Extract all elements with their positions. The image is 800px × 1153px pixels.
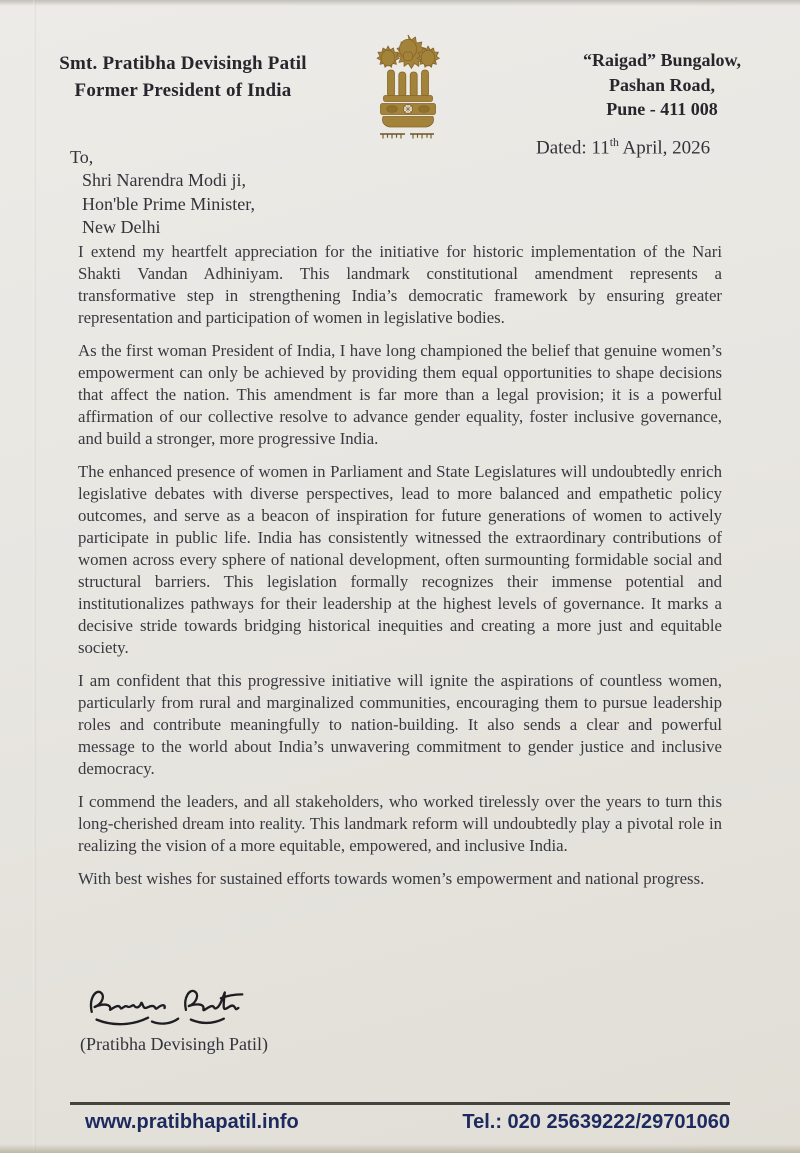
recipient-block xyxy=(70,146,255,239)
date-line xyxy=(536,136,710,159)
letter-body xyxy=(78,241,722,901)
date-ordinal-suffix: th xyxy=(609,136,619,149)
website-text: www.pratibhapatil.info xyxy=(85,1111,299,1133)
paragraph-2: As the first woman President of India, I have long championed the belief that genuine women’s empowerment can only be achieved by providing them equal opportunities to shape decisions that affect the nation. This amendment is far more than a legal provision; it is a powerful affirmation of our collective resolve to advance gender equality, foster inclusive governance, and build a stronger, more progressive India. xyxy=(78,341,722,448)
address-line-3: Pune - 411 008 xyxy=(606,99,718,119)
date-suffix: April, 2026 xyxy=(618,137,711,159)
paper-crease xyxy=(33,0,36,1153)
handwritten-signature-image xyxy=(82,982,252,1037)
date-prefix: Dated: 11 xyxy=(536,137,610,159)
recipient-salutation: To, xyxy=(70,147,94,167)
sender-title: Former President of India xyxy=(74,80,292,101)
photo-top-edge xyxy=(0,0,800,6)
paragraph-4: I am confident that this progressive initiative will ignite the aspirations of countless women, particularly from rural and marginalized communities, encouraging them to pursue leadership roles and contribute meaningfully to nation-building. It also sends a clear and powerful message to the world about India’s unwavering commitment to gender justice and inclusive democracy. xyxy=(78,671,722,778)
national-emblem-of-india-icon xyxy=(366,33,450,150)
paragraph-1: I extend my heartfelt appreciation for the initiative for historic implementation of the Nari Shakti Vandan Adhiniyam. This landmark constitutional amendment represents a transformative step in strengthening India’s democratic framework by ensuring greater representation and participation of women in legislative bodies. xyxy=(78,242,722,327)
address-line-1: “Raigad” Bungalow, xyxy=(582,50,742,70)
sender-name: Smt. Pratibha Devisingh Patil xyxy=(59,53,307,74)
paragraph-5: I commend the leaders, and all stakeholders, who worked tirelessly over the years to turn this long-cherished dream into reality. This landmark reform will undoubtedly play a pivotal role in realizing the vision of a more equitable, empowered, and inclusive India. xyxy=(78,792,722,855)
sender-block xyxy=(38,50,328,104)
recipient-name: Shri Narendra Modi ji, xyxy=(82,170,246,191)
dharma-chakra-icon xyxy=(403,104,412,113)
satyameva-jayate-text xyxy=(380,134,434,139)
recipient-city: New Delhi xyxy=(82,216,161,237)
paragraph-6: With best wishes for sustained efforts towards women’s empowerment and national progress. xyxy=(78,869,705,888)
telephone-text: Tel.: 020 25639222/29701060 xyxy=(462,1111,730,1133)
address-block xyxy=(546,48,778,122)
ashoka-lion-capital-icon xyxy=(366,33,450,145)
paragraph-3: The enhanced presence of women in Parliament and State Legislatures will undoubtedly enrich legislative debates with diverse perspectives, lead to more balanced and empathetic policy outcomes, and serve as a beacon of inspiration for future generations of women to actively participate in public life. India has consistently witnessed the extraordinary contributions of women across every sphere of national development, often surmounting formidable social and structural barriers. This legislation formally recognizes their immense potential and institutionalizes pathways for their leadership at the highest levels of governance. It marks a decisive stride towards bridging historical inequities and creating a more just and equitable society. xyxy=(78,462,722,657)
footer-divider xyxy=(70,1102,730,1105)
address-line-2: Pashan Road, xyxy=(608,74,716,95)
signer-printed-name: (Pratibha Devisingh Patil) xyxy=(80,1034,268,1054)
recipient-title: Hon'ble Prime Minister, xyxy=(82,193,256,214)
photo-bottom-edge xyxy=(0,1144,800,1153)
footer xyxy=(70,1111,730,1134)
